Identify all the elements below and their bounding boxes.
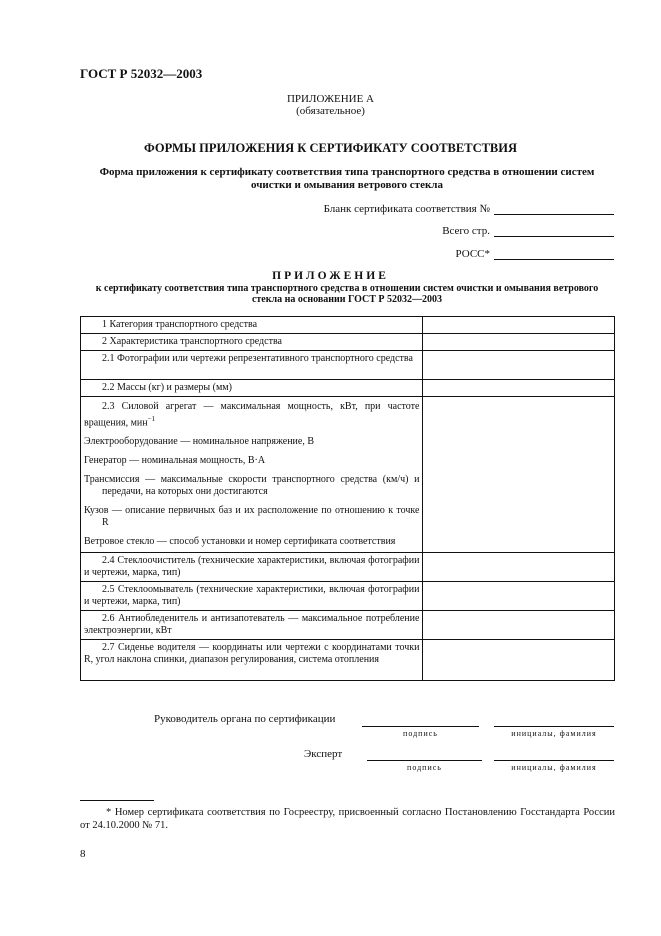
row-value-cell[interactable]	[423, 334, 615, 351]
row-label: Электрооборудование — номинальное напряжение, В	[84, 436, 315, 448]
table-row	[81, 317, 615, 334]
row-label: 2.1 Фотографии или чертежи репрезентативного транспортного средства	[81, 351, 423, 380]
row-label-group	[81, 397, 423, 553]
row-value-cell[interactable]	[423, 397, 615, 553]
field-pages	[300, 225, 614, 237]
field-blank	[300, 203, 614, 215]
appendix-status: (обязательное)	[296, 105, 365, 117]
prilozhenie-subtitle: к сертификату соответствия типа транспортного средства в отношении систем очистки и омывания ветрового стекла на основании ГОСТ Р 52032—2003	[95, 283, 599, 305]
document-code: ГОСТ Р 52032—2003	[80, 66, 203, 81]
row-value-cell[interactable]	[423, 317, 615, 334]
footnote-divider	[80, 800, 154, 801]
signature-expert-sign-caption: подпись	[407, 763, 442, 772]
signature-head-name-caption: инициалы, фамилия	[511, 729, 597, 738]
row-label: Кузов — описание первичных баз и их расположение по отношению к точке R	[84, 505, 420, 529]
signature-head-sign-caption: подпись	[403, 729, 438, 738]
signature-expert-label: Эксперт	[304, 748, 343, 760]
row-label: 2.5 Стеклоомыватель (технические характеристики, включая фотографии и чертежи, марка, тип)	[81, 582, 423, 611]
signature-expert-sign-line[interactable]	[367, 759, 482, 761]
field-ross	[300, 248, 614, 260]
row-value-cell[interactable]	[423, 611, 615, 640]
table-row	[81, 582, 615, 611]
row-label: 2 Характеристика транспортного средства	[81, 334, 423, 351]
table-row	[81, 380, 615, 397]
signature-head-name-line[interactable]	[494, 725, 614, 727]
row-label: 2.3 Силовой агрегат — максимальная мощность, кВт, при частоте вращения, мин$^{-1}$	[84, 401, 420, 429]
row-label: Трансмиссия — максимальные скорости транспортного средства (км/ч) и передачи, на которых они достигаются	[84, 474, 420, 498]
row-value-cell[interactable]	[423, 380, 615, 397]
row-value-cell[interactable]	[423, 582, 615, 611]
row-label: Ветровое стекло — способ установки и номер сертификата соответствия	[84, 536, 396, 548]
row-value-cell[interactable]	[423, 553, 615, 582]
footnote: * Номер сертификата соответствия по Госреестру, присвоенный согласно Постановлению Госстандарта России от 24.10.2000 № 71.	[80, 807, 615, 831]
page-number: 8	[80, 848, 86, 860]
field-pages-label: Всего стр.	[442, 225, 490, 237]
signature-expert-name-line[interactable]	[494, 759, 614, 761]
field-pages-line[interactable]	[494, 225, 614, 237]
signature-head-label: Руководитель органа по сертификации	[154, 713, 336, 725]
page-subtitle: Форма приложения к сертификату соответствия типа транспортного средства в отношении систем очистки и омывания ветрового стекла	[99, 166, 595, 191]
row-label: 2.2 Массы (кг) и размеры (мм)	[81, 380, 423, 397]
table-row	[81, 553, 615, 582]
row-value-cell[interactable]	[423, 640, 615, 681]
row-value-cell[interactable]	[423, 351, 615, 380]
row-label: 2.6 Антиобледенитель и антизапотеватель — максимальное потребление электроэнергии, кВт	[81, 611, 423, 640]
table-row	[81, 397, 615, 553]
field-ross-label: РОСС*	[455, 248, 490, 260]
table-row	[81, 640, 615, 681]
certificate-form-table	[80, 316, 615, 681]
signature-expert-name-caption: инициалы, фамилия	[511, 763, 597, 772]
row-label: 2.4 Стеклоочиститель (технические характеристики, включая фотографии и чертежи, марка, тип)	[81, 553, 423, 582]
row-label: 2.7 Сиденье водителя — координаты или чертежи с координатами точки R, угол наклона спинки, диапазон регулирования, система отопления	[81, 640, 423, 681]
appendix-label: ПРИЛОЖЕНИЕ А	[286, 93, 374, 105]
field-blank-label: Бланк сертификата соответствия №	[323, 203, 490, 215]
field-blank-line[interactable]	[494, 203, 614, 215]
prilozhenie-heading: ПРИЛОЖЕНИЕ	[272, 270, 389, 282]
row-label: Генератор — номинальная мощность, В·А	[84, 455, 266, 467]
table-row	[81, 334, 615, 351]
signature-head-sign-line[interactable]	[362, 725, 479, 727]
field-ross-line[interactable]	[494, 248, 614, 260]
row-label: 1 Категория транспортного средства	[81, 317, 423, 334]
table-row	[81, 611, 615, 640]
page-title: ФОРМЫ ПРИЛОЖЕНИЯ К СЕРТИФИКАТУ СООТВЕТСТВИЯ	[143, 141, 518, 155]
table-row	[81, 351, 615, 380]
